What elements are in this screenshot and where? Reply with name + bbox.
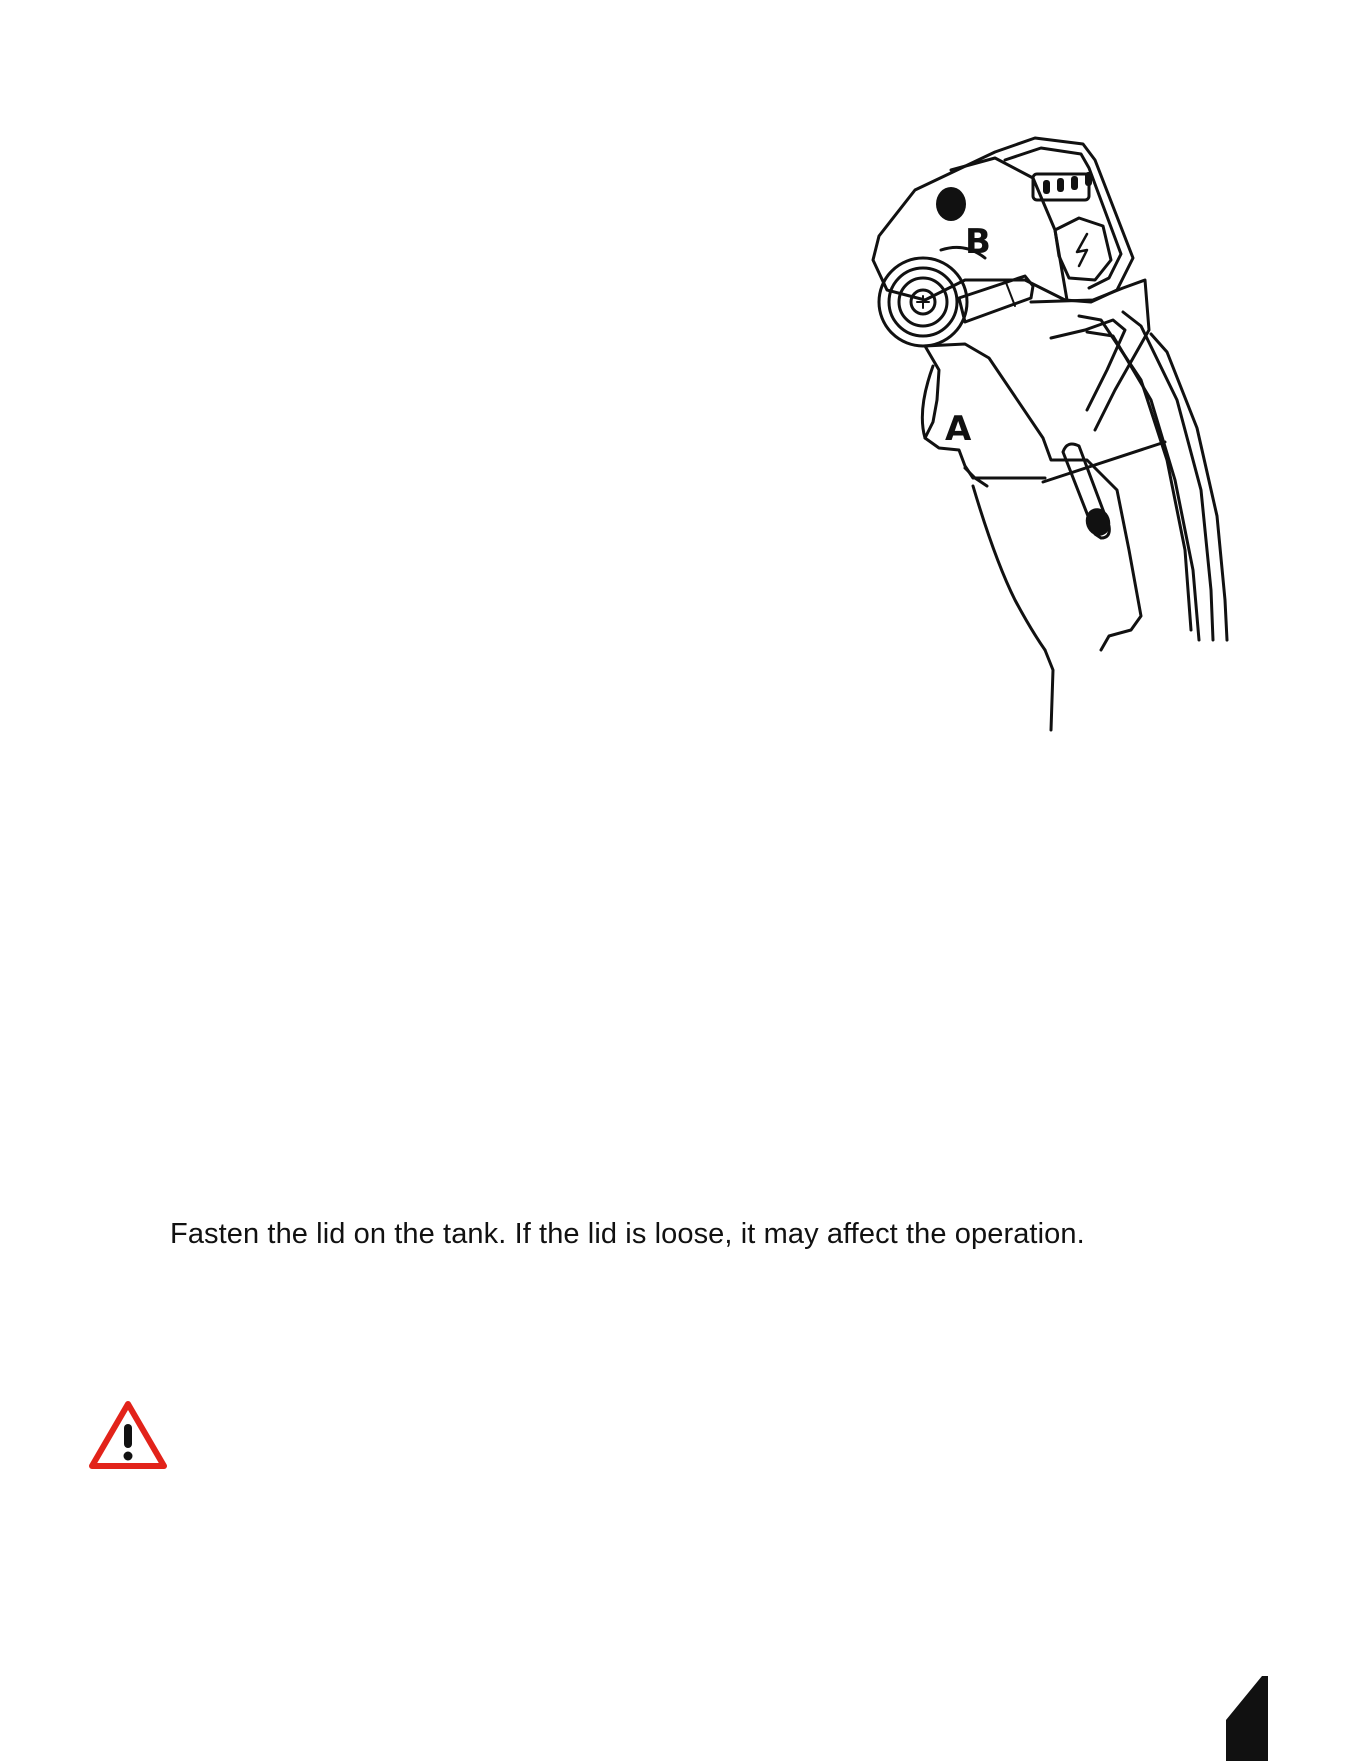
handle-illustration — [855, 130, 1255, 740]
instruction-text: Fasten the lid on the tank. If the lid is loose, it may affect the operation. — [170, 1218, 1085, 1250]
callout-label-a: A — [945, 409, 972, 449]
warning-triangle-icon — [88, 1398, 168, 1472]
page-corner-tab — [1226, 1676, 1268, 1761]
button-b-dot — [936, 187, 966, 221]
callout-label-b: B — [965, 222, 991, 262]
